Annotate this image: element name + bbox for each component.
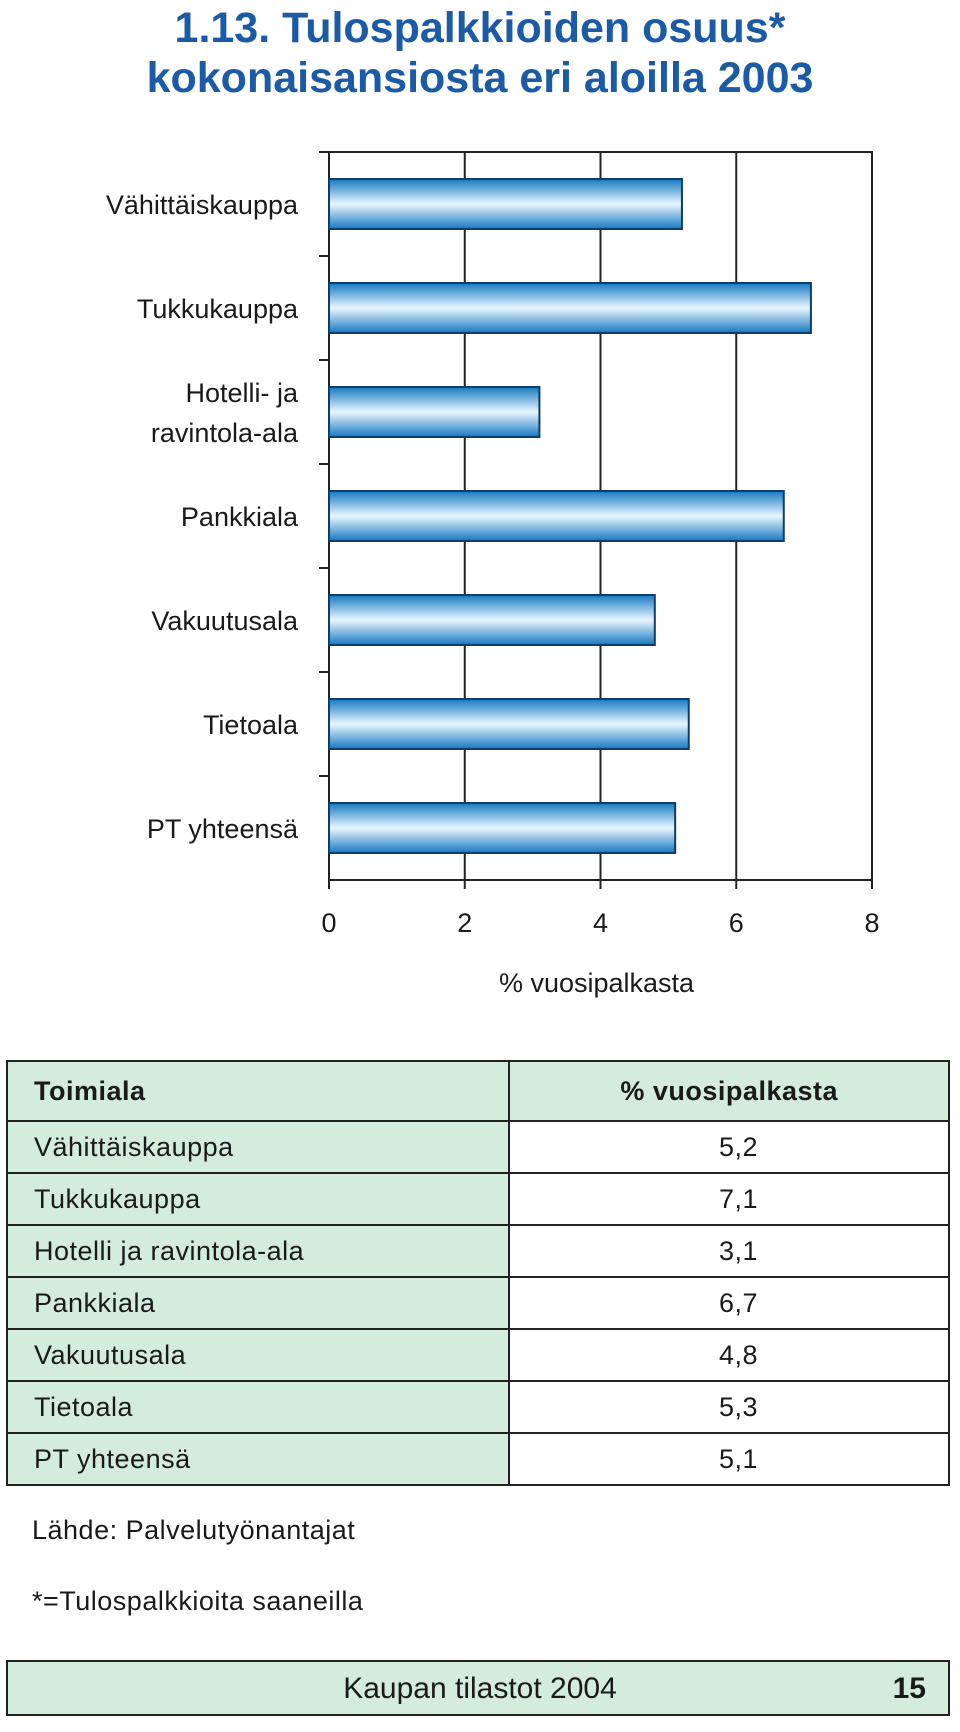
data-table — [6, 1060, 950, 1486]
table-row — [7, 1225, 949, 1277]
table-cell-category: PT yhteensä — [7, 1433, 509, 1485]
bar — [329, 179, 682, 229]
publication-title: Kaupan tilastot 2004 — [343, 1672, 617, 1705]
table-cell-category: Vakuutusala — [7, 1329, 509, 1381]
x-tick-label: 8 — [864, 908, 880, 938]
table-cell-value: 4,8 — [509, 1329, 949, 1381]
page-number: 15 — [892, 1672, 926, 1705]
table-cell-category: Hotelli ja ravintola-ala — [7, 1225, 509, 1277]
x-axis-label: % vuosipalkasta — [498, 968, 695, 998]
table-cell-value: 7,1 — [509, 1173, 949, 1225]
column-header-toimiala: Toimiala — [7, 1061, 509, 1121]
page-footer — [6, 1660, 950, 1716]
table-row — [7, 1277, 949, 1329]
bar — [329, 595, 655, 645]
bar — [329, 803, 675, 853]
category-label: Vakuutusala — [151, 606, 298, 636]
table-cell-category: Tietoala — [7, 1381, 509, 1433]
category-label: Pankkiala — [180, 502, 298, 532]
table-cell-value: 5,2 — [509, 1121, 949, 1173]
table-cell-value: 5,3 — [509, 1381, 949, 1433]
footnote: *=Tulospalkkioita saaneilla — [32, 1586, 364, 1616]
category-label: Tukkukauppa — [136, 294, 298, 324]
bar — [329, 387, 539, 437]
source-note: Lähde: Palvelutyönantajat — [32, 1515, 356, 1545]
table-cell-value: 3,1 — [509, 1225, 949, 1277]
table-cell-category: Pankkiala — [7, 1277, 509, 1329]
x-tick-label: 2 — [457, 908, 473, 938]
x-tick-label: 0 — [321, 908, 337, 938]
x-tick-label: 4 — [592, 908, 609, 938]
table-row — [7, 1173, 949, 1225]
category-label: ravintola-ala — [150, 418, 298, 448]
table-header-row — [7, 1061, 949, 1121]
page-title-line-1: 1.13. Tulospalkkioiden osuus* — [174, 4, 786, 52]
table-row — [7, 1433, 949, 1485]
column-header-percent: % vuosipalkasta — [509, 1061, 949, 1121]
bar-chart — [0, 140, 960, 1010]
table-row — [7, 1121, 949, 1173]
category-label: Vähittäiskauppa — [105, 190, 298, 220]
table-cell-value: 5,1 — [509, 1433, 949, 1485]
bar — [329, 283, 811, 333]
table-cell-value: 6,7 — [509, 1277, 949, 1329]
table-cell-category: Tukkukauppa — [7, 1173, 509, 1225]
category-label: Hotelli- ja — [185, 378, 298, 408]
x-tick-label: 6 — [728, 908, 744, 938]
table-row — [7, 1329, 949, 1381]
bar — [329, 491, 784, 541]
table-cell-category: Vähittäiskauppa — [7, 1121, 509, 1173]
category-label: PT yhteensä — [146, 814, 298, 844]
category-label: Tietoala — [202, 710, 298, 740]
page-title-line-2: kokonaisansiosta eri aloilla 2003 — [146, 54, 814, 102]
table-row — [7, 1381, 949, 1433]
bar — [329, 699, 689, 749]
